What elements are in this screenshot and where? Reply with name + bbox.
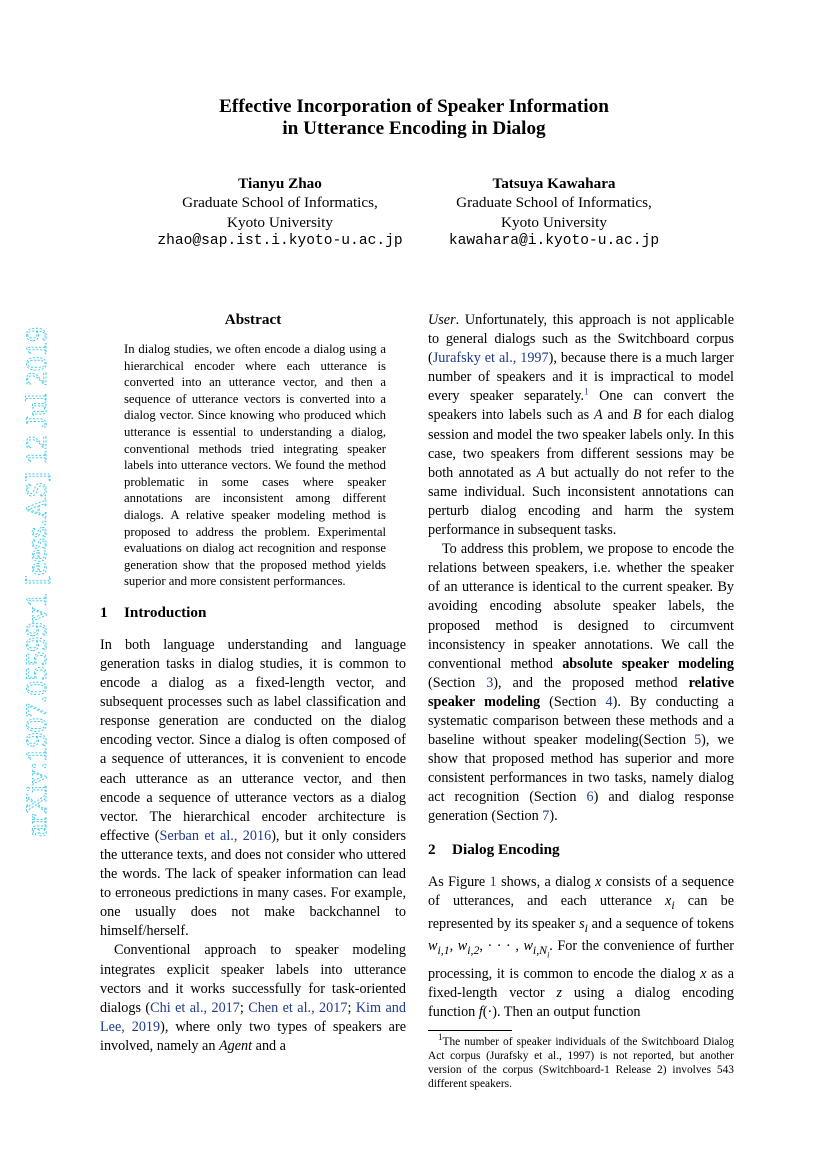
paragraph-text: . Then an output function	[496, 1003, 641, 1020]
paper-title	[114, 96, 714, 139]
paragraph-text: One can convert the speakers into labels such as	[428, 388, 734, 424]
math-variable	[665, 892, 675, 912]
paragraph-text: (Section	[540, 693, 606, 710]
footnote-1	[428, 1032, 734, 1091]
section-title: Dialog Encoding	[452, 840, 560, 858]
paragraph-text: and a sequence of tokens	[587, 915, 734, 932]
title-line-2: in Utterance Encoding in Dialog	[282, 117, 546, 139]
author-email: zhao@sap.ist.i.kyoto-u.ac.jp	[157, 233, 403, 250]
footnote-divider	[428, 1030, 512, 1031]
section-link[interactable]: 4	[605, 693, 613, 710]
paragraph-text: In both language understanding and language generation tasks in dialog studies, it is common to encode a dialog as a fixed-length vector, and subsequent processes such as label classification and response generation are conducted on the dialog encoding vector. Since a dialog is often composed of a sequence of utterances, it is convenient to encode each utterance as an utterance vector, and then encode a sequence of utterance vectors as a dialog vector. The hierarchical encoder architecture is effective (	[100, 636, 406, 844]
paragraph-text: As Figure	[428, 873, 490, 890]
paragraph-text: . Unfortunately, this approach is not applicable to general dialogs such as the Switchboard corpus (	[428, 312, 734, 367]
paragraph-text: ;	[239, 999, 249, 1016]
math-subscript: i	[584, 920, 588, 935]
section-heading-dialog-encoding	[428, 841, 734, 859]
paragraph-text: To address this problem, we propose to encode the relations between speakers, i.e. whether the speaker of an utterance is identical to the current speaker. By avoiding encoding absolute speaker labels, the proposed method is designed to circumvent inconsistency in speaker annotations. We call the conventional method	[428, 541, 734, 672]
paragraph-text: ;	[347, 999, 356, 1016]
right-column	[428, 311, 734, 1091]
citation-link[interactable]: Serban et al., 2016	[159, 827, 272, 844]
math-subscript: i	[671, 897, 675, 912]
section-number: 2	[428, 840, 436, 858]
author-affiliation: Kyoto University	[227, 213, 333, 231]
paragraph-text: using a dialog encoding function	[428, 984, 734, 1020]
paragraph-text: ) and dialog response generation (Section	[428, 789, 734, 825]
math-ellipsis: , · · · ,	[479, 938, 524, 955]
bold-term: absolute speaker modeling	[562, 655, 734, 672]
citation-link[interactable]: Jurafsky et al., 1997	[432, 350, 549, 367]
right-paragraph-1	[428, 311, 734, 540]
emphasis-text: B	[632, 407, 642, 424]
footnote-text: The number of speaker individuals of the Switchboard Dialog Act corpus (	[428, 1036, 734, 1063]
paragraph-text: shows, a dialog	[496, 873, 596, 890]
math-variable: f	[478, 1003, 483, 1020]
paragraph-text: ), where only two types of speakers are involved, namely an	[100, 1018, 406, 1054]
figure-link[interactable]: 1	[489, 873, 497, 890]
math-argument: (·)	[482, 1003, 497, 1020]
section-title: Introduction	[124, 603, 207, 621]
section-link[interactable]: 3	[486, 674, 494, 691]
section-link[interactable]: 5	[694, 732, 702, 749]
footnote-number: 1	[438, 1032, 443, 1043]
math-base: w	[523, 938, 533, 955]
right-paragraph-3	[428, 873, 734, 1023]
paragraph-text: ), because there is a much larger number of speakers and it is impractical to model every speaker separately.	[428, 350, 734, 405]
abstract-text: In dialog studies, we often encode a dialog using a hierarchical encoder where each utterance is converted into an utterance vector, and then a sequence of utterance vectors is converted into a dialog vector. Since knowing who produced which utterance is essential to understanding a dialog, conventional methods tried integrating speaker labels into utterance vectors. We found the method problematic in some cases where speaker annotations are inconsistent among different dialogs. A relative speaker modeling method is proposed to address the problem. Experimental evaluations on dialog act recognition and response generation show that the proposed method yields superior and more consistent performances.	[124, 342, 386, 589]
paragraph-text: for each dialog session and model the two speaker labels only. In this case, two speakers from different sessions may be both annotated as	[428, 407, 734, 481]
emphasis-text: A	[536, 464, 546, 481]
citation-link[interactable]: Chi et al., 2017	[150, 999, 240, 1016]
footnote-marker[interactable]: 1	[584, 386, 589, 397]
author-name: Tianyu Zhao	[238, 175, 322, 192]
section-link[interactable]: 6	[586, 789, 594, 806]
author-name: Tatsuya Kawahara	[492, 175, 616, 192]
author-affiliation: Graduate School of Informatics,	[182, 194, 378, 212]
math-base: s	[579, 915, 585, 932]
math-base: w	[428, 938, 438, 955]
math-variable: x	[595, 873, 602, 890]
paragraph-text: . For the convenience of further processing, it is common to encode the dialog	[428, 938, 734, 982]
intro-paragraph-2	[100, 941, 406, 1056]
math-subscript: i,2	[467, 943, 480, 958]
citation-link[interactable]: Kim and Lee, 2019	[100, 999, 406, 1035]
right-paragraph-2	[428, 540, 734, 826]
author-affiliation: Kyoto University	[501, 213, 607, 231]
author-block-1	[140, 174, 420, 252]
section-heading-introduction	[100, 604, 406, 622]
paragraph-text: ), we show that proposed method has superior and more consistent performances in two tasks, namely dialog act recognition (Section	[428, 732, 734, 806]
math-subscript-text: i,N	[532, 943, 548, 958]
author-affiliation: Graduate School of Informatics,	[456, 194, 652, 212]
title-line-1: Effective Incorporation of Speaker Information	[219, 96, 609, 117]
math-base: w	[457, 938, 468, 955]
paragraph-text: as a fixed-length vector	[428, 965, 734, 1001]
intro-paragraph-1	[100, 636, 406, 942]
paragraph-text: can be represented by its speaker	[428, 892, 734, 932]
bold-term: relative speaker modeling	[428, 674, 734, 710]
paragraph-text: (Section	[428, 674, 487, 691]
paragraph-text: consists of a sequence of utterances, and each utterance	[428, 873, 734, 909]
paragraph-text: and a	[252, 1037, 286, 1054]
paragraph-text: and	[602, 407, 633, 424]
math-base: x	[665, 892, 672, 909]
citation-link[interactable]: Jurafsky et al., 1997	[489, 1050, 591, 1063]
math-variable	[579, 915, 588, 935]
paragraph-text: ), and the proposed method	[493, 674, 689, 691]
author-block-2	[426, 174, 682, 252]
math-subscript	[532, 943, 550, 960]
section-link[interactable]: 7	[542, 808, 550, 825]
citation-link[interactable]: Chen et al., 2017	[248, 999, 348, 1016]
arxiv-stamp-text: arXiv:1907.05599v1 [eess.AS] 12 Jul 2019	[20, 322, 53, 837]
abstract-heading: Abstract	[224, 311, 282, 328]
emphasis-text: Agent	[219, 1037, 253, 1054]
paragraph-text: ). By conducting a systematic comparison between these methods and a baseline without speaker modeling(Section	[428, 693, 735, 749]
arxiv-side-stamp	[2, 322, 62, 842]
emphasis-text: A	[594, 407, 603, 424]
section-number: 1	[100, 603, 108, 621]
paragraph-text: ), but it only considers the utterance texts, and does not consider who uttered the words. The lack of speaker information can lead to erroneous predictions in many cases. For example, one usually does not make backchannel to himself/herself.	[100, 827, 407, 940]
paragraph-text: Conventional approach to speaker modeling integrates explicit speaker labels into utterance vectors and it works successfully for task-oriented dialogs (	[100, 942, 406, 1016]
emphasis-text: User	[428, 312, 456, 328]
paragraph-text: but actually do not refer to the same individual. Such inconsistent annotations can perturb dialog encoding and harm the system performance in subsequent tasks.	[428, 464, 734, 539]
author-email: kawahara@i.kyoto-u.ac.jp	[448, 233, 660, 250]
math-token-sequence: $w_{i,1}$, $w_{i,2}$, · · · , $w_{i,N_i}$	[428, 938, 550, 960]
math-variable: z	[556, 984, 563, 1001]
footnote-text: ) is not reported, but another version of the corpus (Switchboard-1 Release 2) involves 543 different speakers.	[428, 1050, 734, 1091]
math-variable: x	[700, 965, 707, 982]
math-subscript: i,1	[437, 943, 450, 958]
paragraph-text: ).	[549, 808, 558, 825]
left-column	[100, 311, 406, 1056]
math-subscript-text: i	[547, 950, 550, 960]
